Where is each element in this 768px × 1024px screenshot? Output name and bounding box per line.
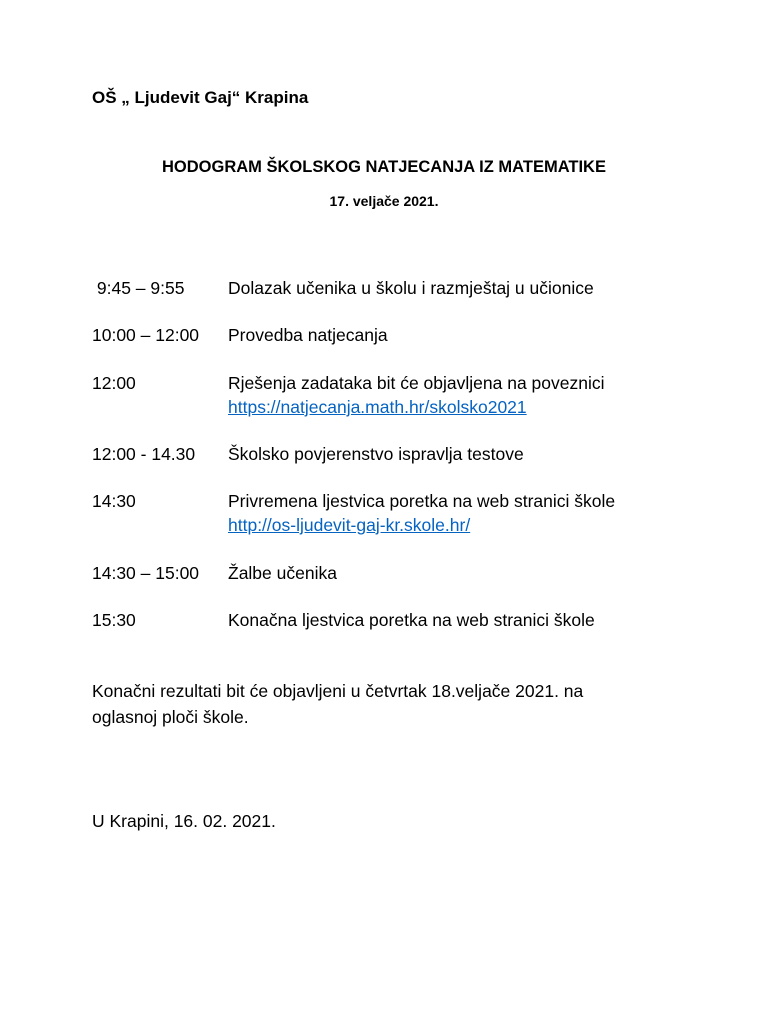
- schedule-text: Dolazak učenika u školu i razmještaj u učionice: [228, 278, 594, 298]
- schedule-time: 12:00: [92, 373, 136, 393]
- results-note: Konačni rezultati bit će objavljeni u četvrtak 18.veljače 2021. na oglasnoj ploči škole.: [92, 681, 584, 727]
- schedule-description: [228, 323, 728, 347]
- schedule-text: Školsko povjerenstvo ispravlja testove: [228, 444, 524, 464]
- schedule-text: Žalbe učenika: [228, 563, 337, 583]
- schedule-time: 14:30: [92, 491, 136, 511]
- school-website-link[interactable]: http://os-ljudevit-gaj-kr.skole.hr/: [228, 515, 471, 535]
- schedule-description: [228, 276, 728, 300]
- place-and-date: U Krapini, 16. 02. 2021.: [92, 811, 276, 831]
- schedule-time: 9:45 – 9:55: [92, 278, 185, 298]
- schedule-description: [228, 608, 728, 632]
- schedule-time: 12:00 - 14.30: [92, 444, 196, 464]
- schedule-time: 15:30: [92, 610, 136, 630]
- schedule-description: [228, 561, 728, 585]
- document-title: HODOGRAM ŠKOLSKOG NATJECANJA IZ MATEMATIKE: [162, 158, 606, 176]
- schedule-text: Provedba natjecanja: [228, 325, 388, 345]
- schedule-text: Rješenja zadataka bit će objavljena na poveznici: [228, 373, 605, 393]
- schedule-text: Privremena ljestvica poretka na web stranici škole: [228, 491, 616, 511]
- schedule-text: Konačna ljestvica poretka na web stranici škole: [228, 610, 595, 630]
- school-name: OŠ „ Ljudevit Gaj“ Krapina: [92, 88, 309, 107]
- schedule-description: [228, 489, 728, 537]
- schedule-description: [228, 442, 728, 466]
- schedule-description: [228, 371, 728, 419]
- solutions-link[interactable]: https://natjecanja.math.hr/skolsko2021: [228, 397, 527, 417]
- competition-date: 17. veljače 2021.: [329, 193, 439, 209]
- schedule-time: 10:00 – 12:00: [92, 325, 200, 345]
- schedule-time: 14:30 – 15:00: [92, 563, 200, 583]
